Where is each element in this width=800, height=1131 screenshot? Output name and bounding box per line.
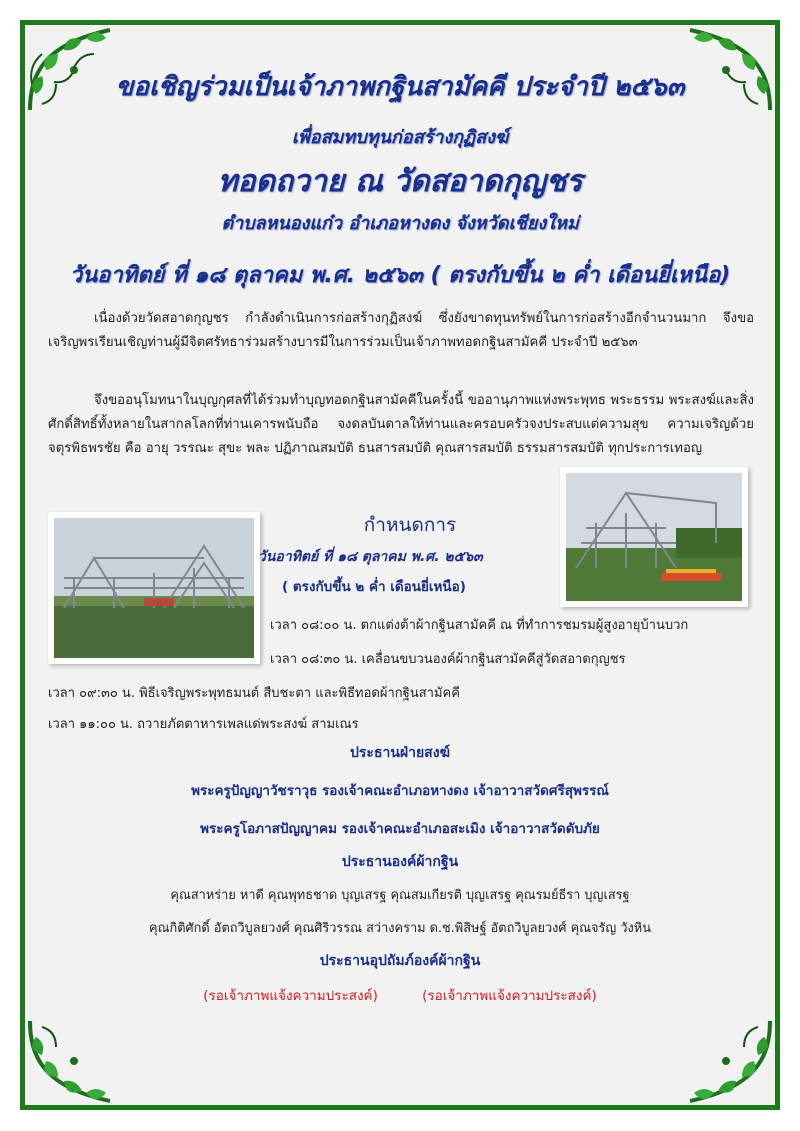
schedule-item: เวลา ๐๘:๐๐ น. ตกแต่งต้าผ้ากฐินสามัคคี ณ ที่ทำการชมรมผู้สูงอายุบ้านบวก [270,618,689,633]
sponsor-request-row [0,984,800,1006]
blessing-paragraph: จึงขออนุโมทนาในบุญกุศลที่ได้ร่วมทำบุญทอดกฐินสามัคคีในครั้งนี้ ขออานุภาพแห่งพระพุทธ พระธรรม พระสงฆ์และสิ่งศักดิ์สิทธิ์ทั้งหลายในสากลโลกที่ท่านเคารพนับถือ จงดลบันดาลให้ท่านและครอบครัวจงประสบแต่ความสุข ความเจริญด้วยจตุรพิธพรชัย คือ อายุ วรรณะ สุขะ พละ ปฏิภาณสมบัติ ธนสารสมบัติ คุณสารสมบัติ ธรรมสารสมบัติ ทุกประการเทอญ [48,393,754,456]
construction-photo [560,467,748,607]
schedule-date: วันอาทิตย์ ที่ ๑๘ ตุลาคม พ.ศ. ๒๕๖๓ [258,549,483,565]
temple-location: ตำบลหนองแก๋ว อำเภอหางดง จังหวัดเชียงใหม่ [221,213,579,234]
sponsor-request: (รอเจ้าภาพแจ้งความประสงค์) [203,988,378,1004]
sponsor-request: (รอเจ้าภาพแจ้งความประสงค์) [422,988,597,1004]
robe-chair-names: คุณสาหร่าย หาดี คุณพุทธชาด บุญเสรฐ คุณสมเกียรติ บุญเสรฐ คุณรมย์ธีรา บุญเสรฐ [170,888,630,903]
vine-ornament-icon [24,1015,116,1107]
temple-name: ทอดถวาย ณ วัดสอาดกุญชร [217,164,583,199]
monk-chair-entry: พระครูโอภาสปัญญาคม รองเจ้าคณะอำเภอสะเมิง เจ้าอาวาสวัดดับภัย [200,821,600,837]
invitation-purpose: เพื่อสมทบทุนก่อสร้างกุฏิสงฆ์ [291,127,509,148]
intro-paragraph: เนื่องด้วยวัดสอาดกุญชร กำลังดำเนินการก่อสร้างกุฏิสงฆ์ ซึ่งยังขาดทุนทรัพย์ในการก่อสร้างอีกจำนวนมาก จึงขอเจริญพรเรียนเชิญท่านผู้มีจิตศรัทธาร่วมสร้างบารมีในการร่วมเป็นเจ้าภาพทอดกฐินสามัคคี ประจำปี ๒๕๖๓ [48,311,754,350]
construction-photo [48,512,260,664]
robe-chair-heading: ประธานองค์ผ้ากฐิน [341,854,459,870]
schedule-item: เวลา ๑๑:๐๐ น. ถวายภัตตาหารเพลแด่พระสงฆ์ สามเณร [48,717,359,732]
event-date: วันอาทิตย์ ที่ ๑๘ ตุลาคม พ.ศ. ๒๕๖๓ ( ตรงกับขึ้น ๒ ค่ำ เดือนยี่เหนือ) [69,263,731,288]
schedule-heading: กำหนดการ [363,514,457,536]
invitation-title: ขอเชิญร่วมเป็นเจ้าภาพกฐินสามัคคี ประจำปี ๒๕๖๓ [115,72,685,102]
schedule-item: เวลา ๐๘:๓๐ น. เคลื่อนขบวนองค์ผ้ากฐินสามัคคีสู่วัดสอาดกุญชร [270,652,626,667]
monk-chair-heading: ประธานฝ่ายสงฆ์ [350,745,450,761]
robe-chair-names: คุณกิติศักดิ์ อัตถวิบูลยวงศ์ คุณศิริวรรณ สว่างคราม ด.ช.พิสิษฐ์ อัตถวิบูลยวงศ์ คุณจรัญ วังหิน [149,921,651,936]
sponsor-heading: ประธานอุปถัมภ์องค์ผ้ากฐิน [319,953,481,969]
schedule-lunar-date: ( ตรงกับขึ้น ๒ ค่ำ เดือนยี่เหนือ) [282,579,466,595]
construction-photo-image [54,518,254,658]
construction-photo-image [566,473,742,601]
monk-chair-entry: พระครูปัญญาวัชราวุธ รองเจ้าคณะอำเภอหางดง เจ้าอาวาสวัดศรีสุพรรณ์ [191,783,609,799]
vine-ornament-icon [684,1015,776,1107]
schedule-item: เวลา ๐๙:๓๐ น. พิธีเจริญพระพุทธมนต์ สืบชะตา และพิธีทอดผ้ากฐินสามัคคี [48,686,460,701]
